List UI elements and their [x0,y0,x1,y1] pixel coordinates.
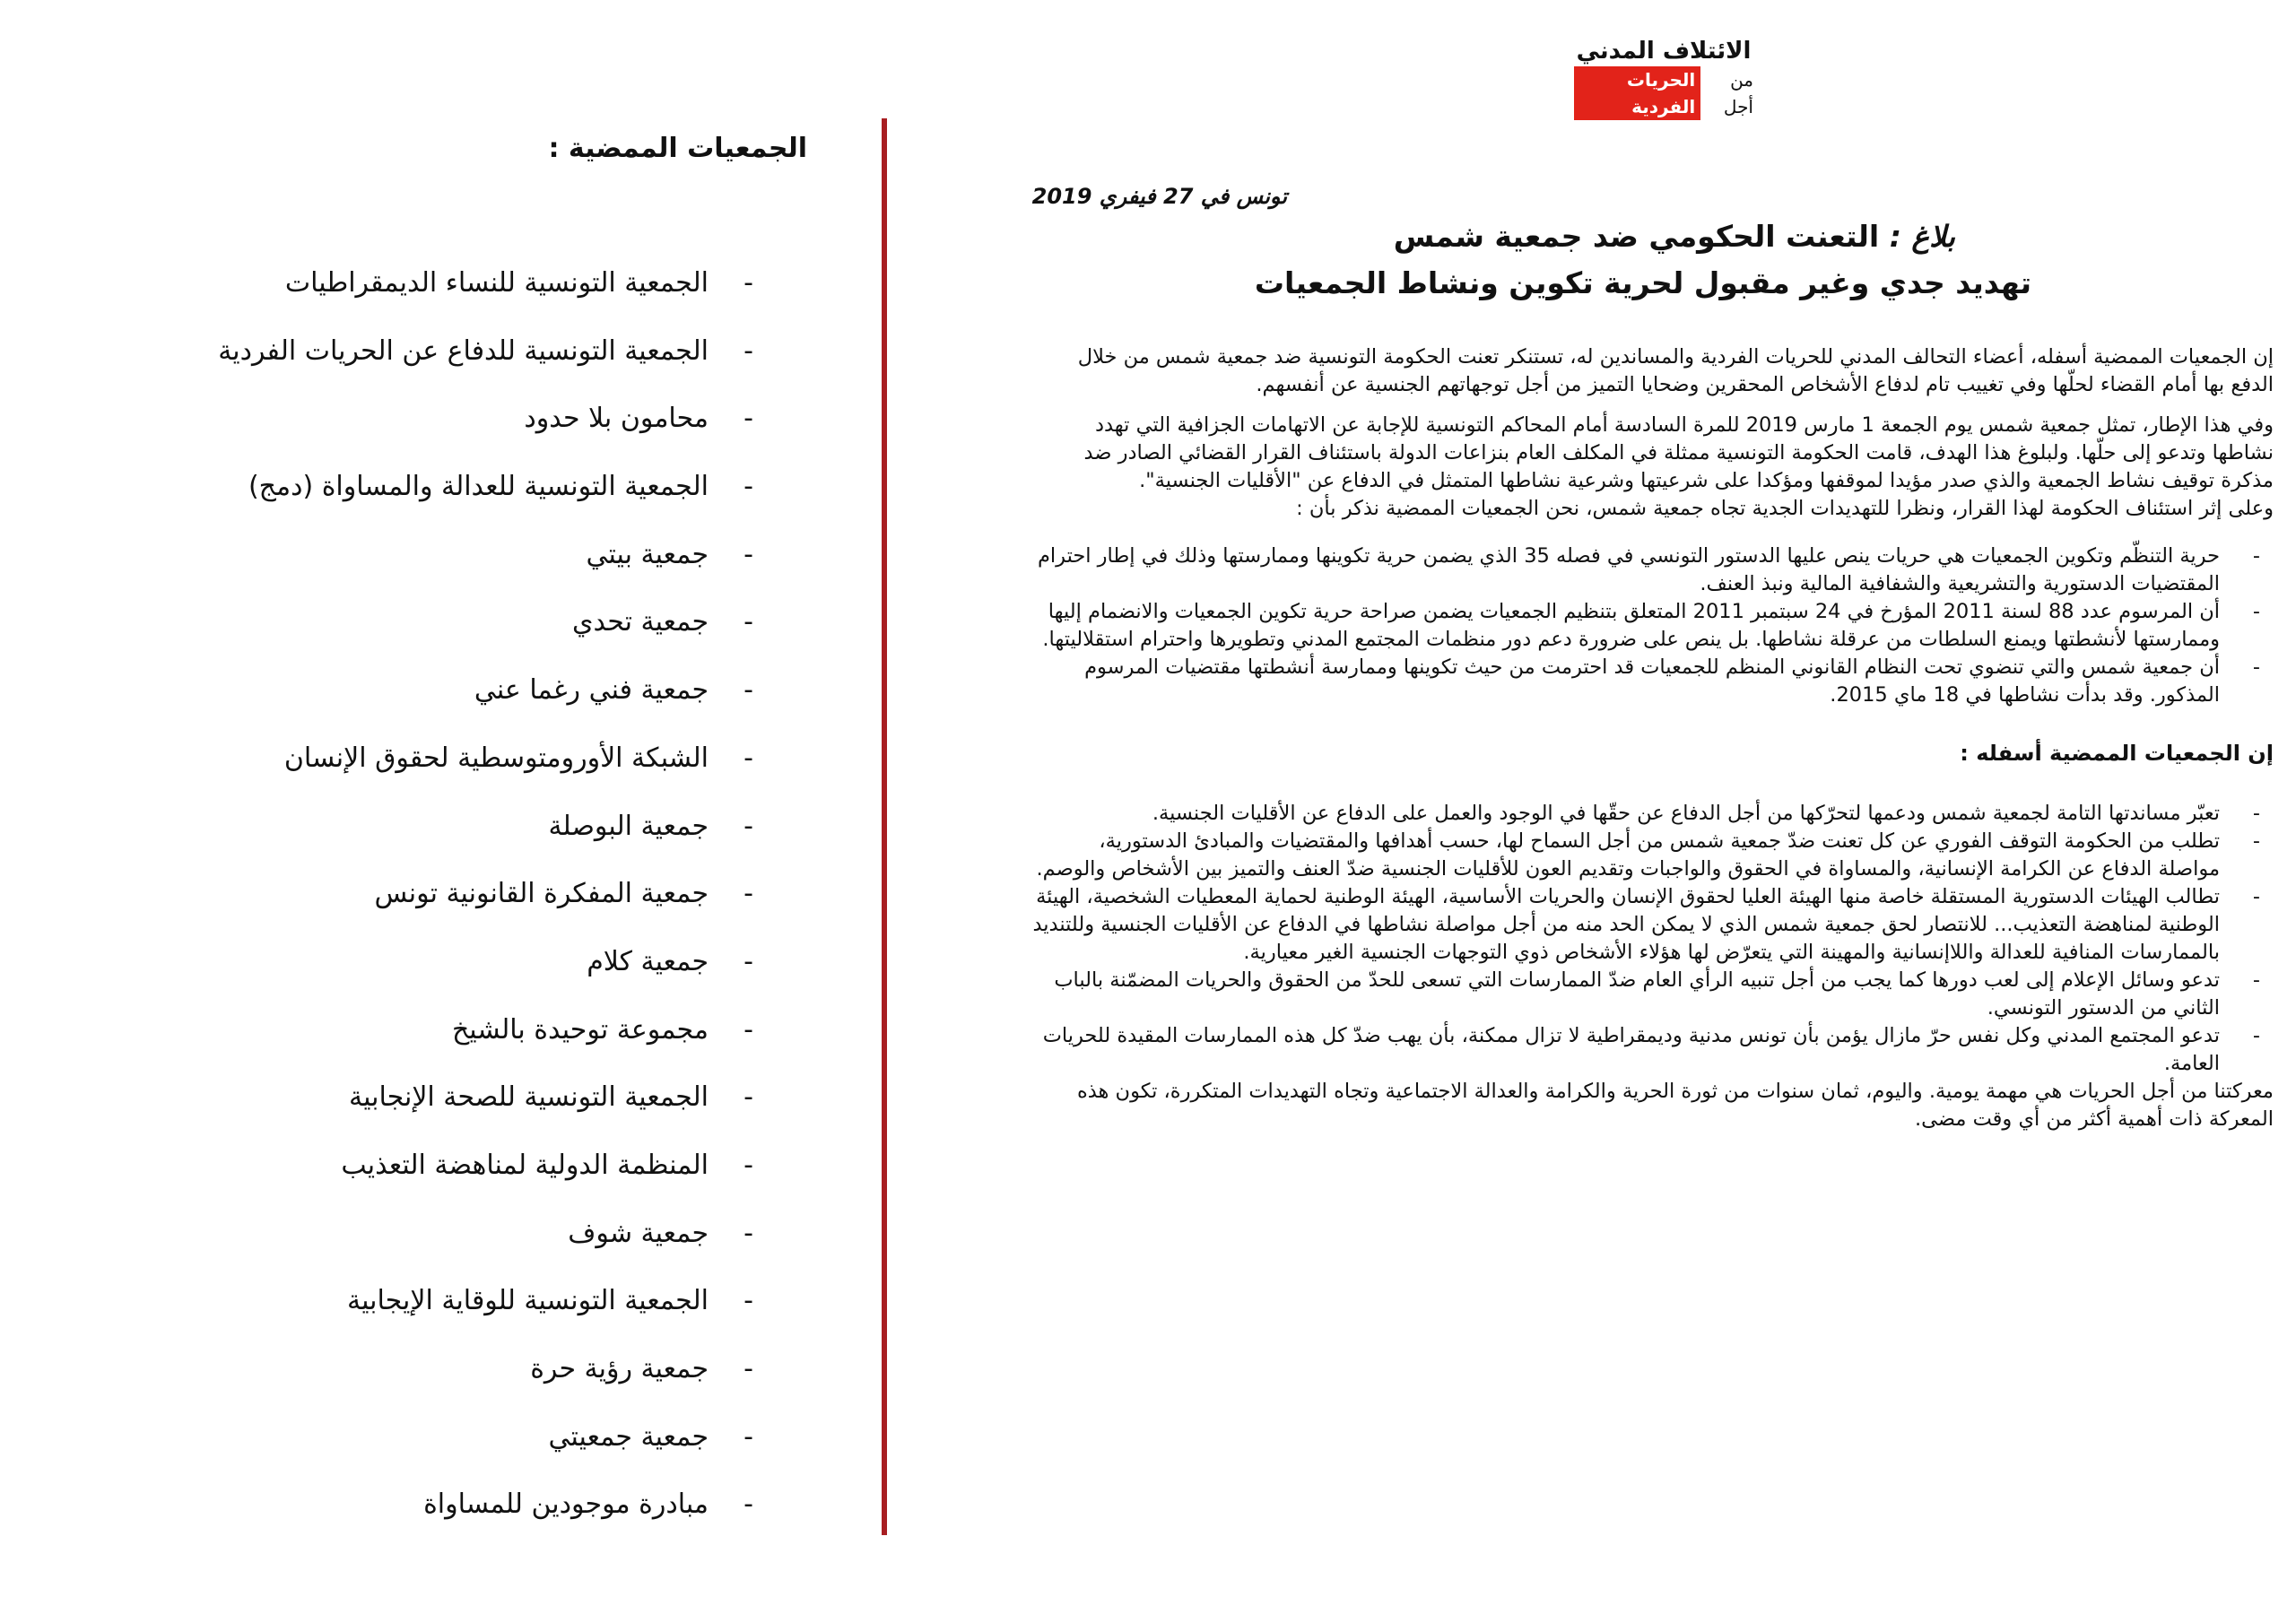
list-item: - تدعو المجتمع المدني وكل نفس حرّ مازال يؤمن بأن تونس مدنية وديمقراطية لا تزال ممكنة، بأن يهب ضدّ كل هذه الممارسات المقيدة للحريات العامة. [1031,1022,2274,1078]
statement-title-label: بلاغ : [1889,219,1955,254]
demands-heading: إن الجمعيات الممضية أسفله : [1960,741,2274,766]
signatory-item: - محامون بلا حدود [90,401,753,469]
signatories-heading: الجمعيات الممضية : [548,133,807,164]
demand-points [1031,800,2274,1078]
signatory-item: - جمعية جمعيتي [90,1419,753,1488]
logo-line-2 [1574,66,1753,120]
coalition-logo [1574,36,1753,117]
statement-body [1031,343,2274,1133]
list-item: - تطلب من الحكومة التوقف الفوري عن كل تعنت ضدّ جمعية شمس من أجل السماح لها، حسب أهدافها والمقتضيات والمبادئ الدستورية، مواصلة الدفاع عن الكرامة الإنسانية، والمساواة في الحقوق والواجبات وتقديم العون للأقليات الجنسية ضدّ العنف والتميز بين الأشخاص والوصم. [1031,828,2274,883]
signatory-item: - مجموعة توحيدة بالشيخ [90,1012,753,1081]
paragraph-intro: إن الجمعيات الممضية أسفله، أعضاء التحالف المدني للحريات الفردية والمساندين له، تستنكر تعنت الحكومة التونسية ضد جمعية شمس من خلال الدفع بها أمام القضاء لحلّها وفي تغييب تام لدفاع الأشخاص المحقرين وضحايا التميز من أجل توجهاتهم الجنسية عن أنفسهم. [1077,345,2274,396]
logo-prefix: من أجل [1723,69,1753,117]
signatory-item: - الجمعية التونسية للنساء الديمقراطيات [90,265,753,334]
statement-title-line-2: تهديد جدي وغير مقبول لحرية تكوين ونشاط الجمعيات [1254,265,2031,300]
signatory-item: - جمعية فني رغما عني [90,673,753,741]
signatory-item: - جمعية بيتي [90,537,753,605]
statement-title-line-1: التعنت الحكومي ضد جمعية شمس [1393,219,1880,254]
signatory-item: - جمعية شوف [90,1216,753,1284]
statement-title [1031,215,1955,258]
signatory-item: - جمعية كلام [90,944,753,1012]
list-item: - أن جمعية شمس والتي تنضوي تحت النظام القانوني المنظم للجمعيات قد احترمت من حيث تكوينها وممارسة أنشطتها مقتضيات المرسوم المذكور. وقد بدأت نشاطها في 18 ماي 2015. [1031,654,2274,709]
signatory-item: - مبادرة موجودين للمساواة [90,1487,753,1555]
signatory-item: - جمعية تحدي [90,604,753,673]
reminder-points [1031,542,2274,709]
signatories-list [90,265,753,1555]
list-item: - تدعو وسائل الإعلام إلى لعب دورها كما يجب من أجل تنبيه الرأي العام ضدّ الممارسات التي تسعى للحدّ من الحقوق والحريات المضمّنة بالباب الثاني من الدستور التونسي. [1031,967,2274,1022]
column-divider [882,118,887,1535]
logo-highlight: الحريات الفردية [1574,66,1700,120]
list-item: - تعبّر مساندتها التامة لجمعية شمس ودعمها لتحرّكها من أجل الدفاع عن حقّها في الوجود والعمل على الدفاع عن الأقليات الجنسية. [1031,800,2274,828]
list-item: - حرية التنظّم وتكوين الجمعيات هي حريات ينص عليها الدستور التونسي في فصله 35 الذي يضمن حرية تكوينها وممارستها وذلك في إطار احترام المقتضيات الدستورية والتشريعية والشفافية المالية ونبذ العنف. [1031,542,2274,598]
signatory-item: - الجمعية التونسية للوقاية الإيجابية [90,1283,753,1351]
list-item: - أن المرسوم عدد 88 لسنة 2011 المؤرخ في 24 سبتمبر 2011 المتعلق بتنظيم الجمعيات يضمن صراحة حرية تكوين الجمعيات والانضمام إليها وممارستها لأنشطتها ويمنع السلطات من عرقلة نشاطها. بل ينص على ضرورة دعم دور منظمات المجتمع المدني وتطويرها واحترام استقلاليتها. [1031,598,2274,654]
signatory-item: - المنظمة الدولية لمناهضة التعذيب [90,1148,753,1216]
logo-line-1: الائتلاف المدني [1576,38,1752,65]
signatory-item: - جمعية رؤية حرة [90,1351,753,1419]
signatory-item: - جمعية المفكرة القانونية تونس [90,876,753,944]
signatory-item: - الجمعية التونسية للعدالة والمساواة (دمج) [90,469,753,537]
signatory-item: - الشبكة الأورومتوسطية لحقوق الإنسان [90,741,753,809]
paragraph-closing: معركتنا من أجل الحريات هي مهمة يومية. واليوم، ثمان سنوات من ثورة الحرية والكرامة والعدالة الاجتماعية وتجاه التهديدات المتكررة، تكون هذه المعركة ذات أهمية أكثر من أي وقت مضى. [1076,1080,2274,1131]
list-item: - تطالب الهيئات الدستورية المستقلة خاصة منها الهيئة العليا لحقوق الإنسان والحريات الأساسية، الهيئة الوطنية لحماية المعطيات الشخصية، الهيئة الوطنية لمناهضة التعذيب... للانتصار لحق جمعية شمس الذي لا يمكن الحد منه من أجل مواصلة نشاطها في الدفاع عن الأقليات الجنسية وللتنديد بالممارسات المنافية للعدالة واللاإنسانية والمهينة التي يتعرّض لها هؤلاء الأشخاص ذوي التوجهات الجنسية الغير معيارية. [1031,883,2274,967]
paragraph-context: وفي هذا الإطار، تمثل جمعية شمس يوم الجمعة 1 مارس 2019 للمرة السادسة أمام المحاكم التونسية للإجابة عن الاتهامات الجزافية التي تهدد نشاطها وتدعو إلى حلّها. ولبلوغ هذا الهدف، قامت الحكومة التونسية ممثلة في المكلف العام بنزاعات الدولة باستئناف القرار القضائي الصادر ضد مذكرة توقيف نشاط الجمعية والذي صدر مؤيدا لموقفها ومؤكدا على شرعيتها وشرعية نشاطها المتمثل في الدفاع عن "الأقليات الجنسية". [1083,413,2274,492]
signatory-item: - الجمعية التونسية للدفاع عن الحريات الفردية [90,334,753,402]
signatory-item: - جمعية البوصلة [90,809,753,877]
statement-date: تونس في 27 فيفري 2019 [1031,184,1287,209]
signatory-item: - الجمعية التونسية للصحة الإنجابية [90,1080,753,1148]
paragraph-reminder: وعلى إثر استئناف الحكومة لهذا القرار، ونظرا للتهديدات الجدية تجاه جمعية شمس، نحن الجمعيات الممضية نذكر بأن : [1296,497,2274,520]
